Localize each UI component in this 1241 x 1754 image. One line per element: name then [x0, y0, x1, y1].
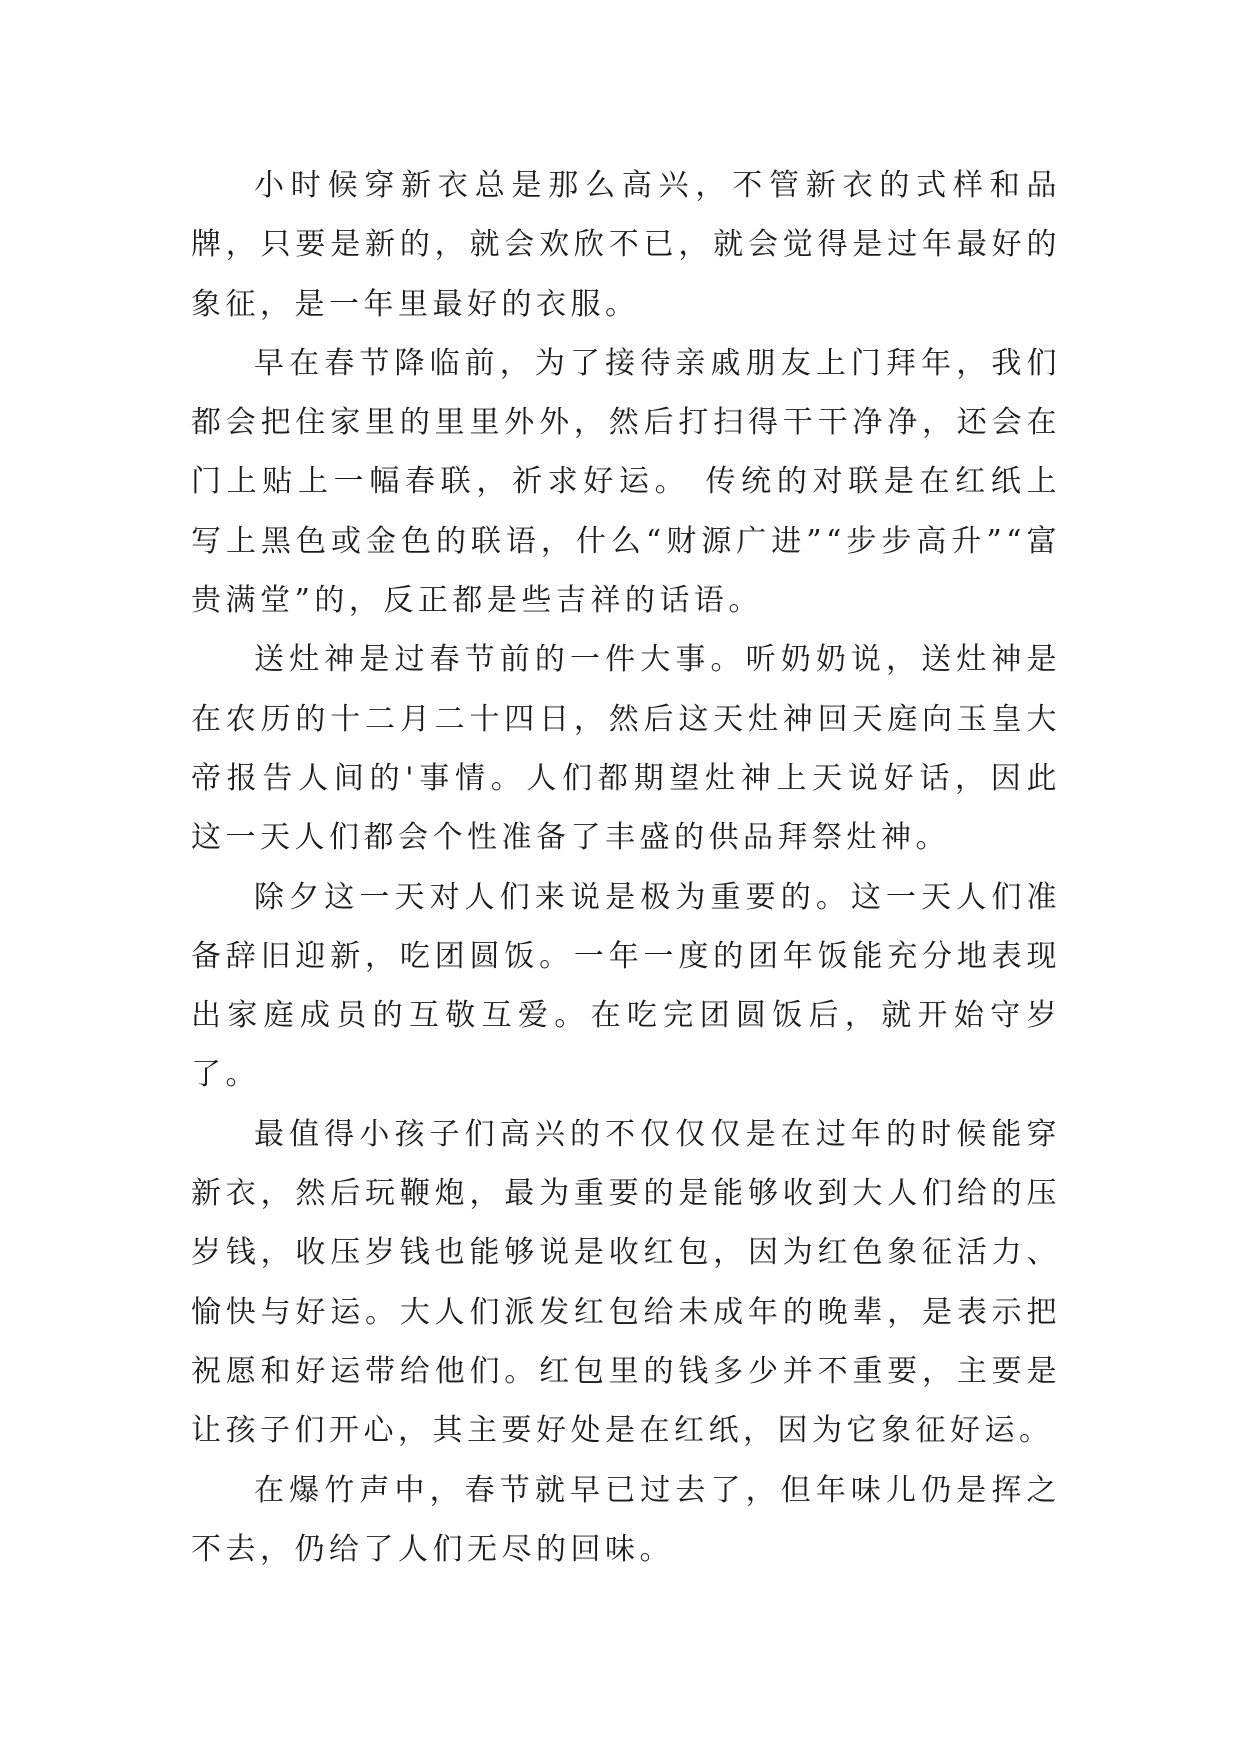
paragraph-kitchen-god: 送灶神是过春节前的一件大事。听奶奶说，送灶神是在农历的十二月二十四日，然后这天灶神回天庭向玉皇大帝报告人间的'事情。人们都期望灶神上天说好话，因此这一天人们都会个性准备了丰盛的供品拜祭灶神。: [191, 642, 1061, 856]
paragraph-new-clothes: 小时候穿新衣总是那么高兴，不管新衣的式样和品牌，只要是新的，就会欢欣不已，就会觉得是过年最好的象征，是一年里最好的衣服。: [191, 168, 1061, 322]
paragraph-red-envelopes: 最值得小孩子们高兴的不仅仅仅是在过年的时候能穿新衣，然后玩鞭炮，最为重要的是能够收到大人们给的压岁钱，收压岁钱也能够说是收红包，因为红色象征活力、愉快与好运。大人们派发红包给未成年的晚辈，是表示把祝愿和好运带给他们。红包里的钱多少并不重要，主要是让孩子们开心，其主要好处是在红纸，因为它象征好运。: [191, 1116, 1061, 1449]
essay-body: [191, 156, 1061, 1579]
paragraph-new-years-eve: 除夕这一天对人们来说是极为重要的。这一天人们准备辞旧迎新，吃团圆饭。一年一度的团年饭能充分地表现出家庭成员的互敬互爱。在吃完团圆饭后，就开始守岁了。: [191, 879, 1061, 1093]
paragraph-spring-couplets: 早在春节降临前，为了接待亲戚朋友上门拜年，我们都会把住家里的里里外外，然后打扫得干干净净，还会在门上贴上一幅春联，祈求好运。 传统的对联是在红纸上写上黑色或金色的联语，什么“财源广进”“步步高升”“富贵满堂”的，反正都是些吉祥的话语。: [191, 345, 1061, 619]
paragraph-firecrackers: 在爆竹声中，春节就早已过去了，但年味儿仍是挥之不去，仍给了人们无尽的回味。: [191, 1472, 1061, 1567]
